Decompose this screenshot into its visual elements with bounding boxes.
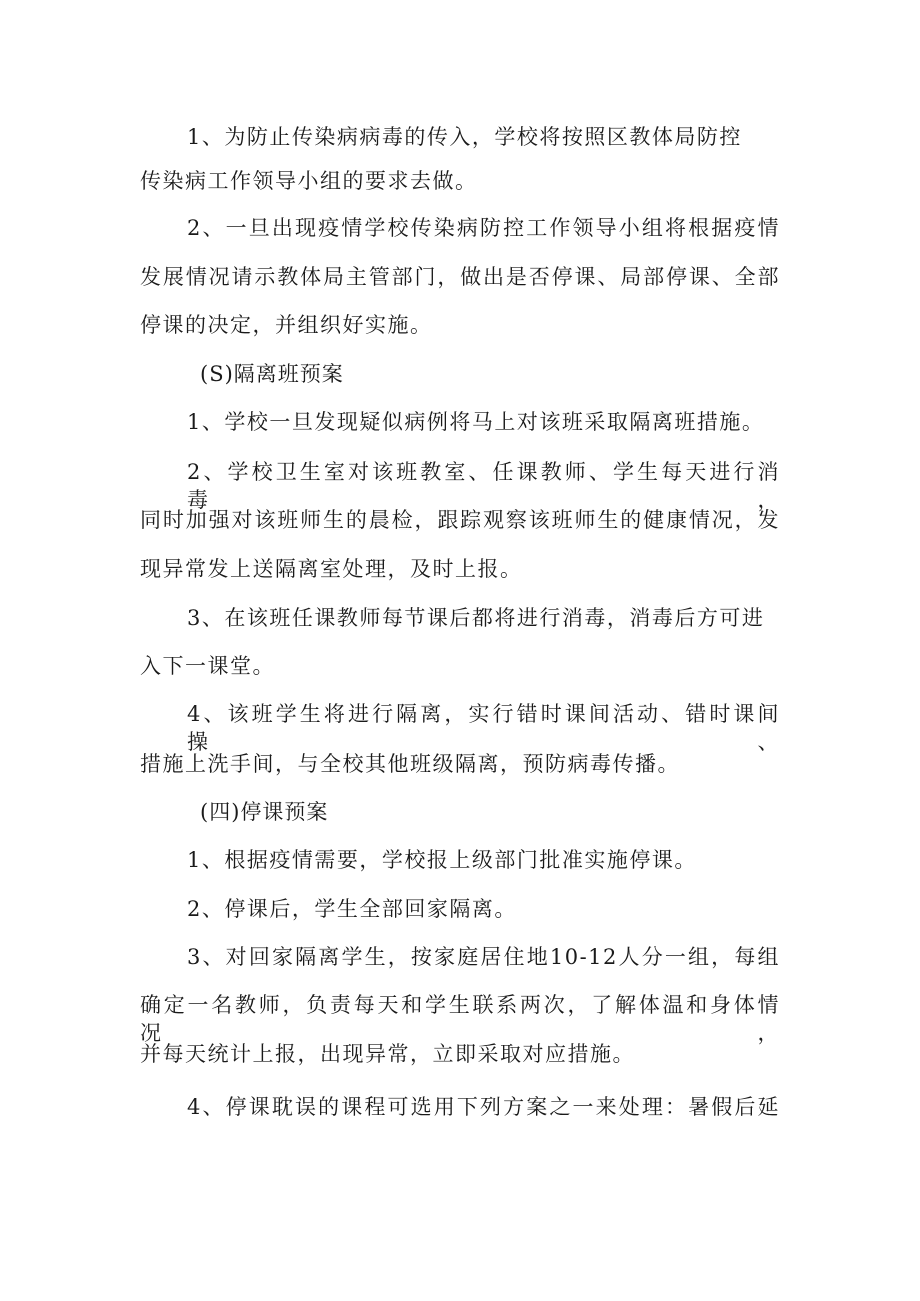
text-line: 入下一课堂。 bbox=[140, 654, 275, 678]
text-line: 4、该班学生将进行隔离，实行错时课间活动、错时课间操、 bbox=[187, 702, 780, 754]
text-line: 2、一旦出现疫情学校传染病防控工作领导小组将根据疫情 bbox=[187, 216, 780, 240]
text-line: 传染病工作领导小组的要求去做。 bbox=[140, 169, 478, 193]
text-line: 3、对回家隔离学生，按家庭居住地10-12人分一组，每组 bbox=[187, 945, 780, 969]
text-line: 停课的决定，并组织好实施。 bbox=[140, 313, 433, 337]
text-line: 2、学校卫生室对该班教室、任课教师、学生每天进行消毒， bbox=[187, 460, 780, 512]
text-line: 3、在该班任课教师每节课后都将进行消毒，消毒后方可进 bbox=[187, 606, 765, 630]
text-line: 4、停课耽误的课程可选用下列方案之一来处理：暑假后延 bbox=[187, 1095, 780, 1119]
text-line: 1、根据疫情需要，学校报上级部门批准实施停课。 bbox=[187, 848, 697, 872]
section-heading: (S)隔离班预案 bbox=[200, 362, 344, 386]
text-line: 并每天统计上报，出现异常，立即采取对应措施。 bbox=[140, 1042, 635, 1066]
text-line: 1、学校一旦发现疑似病例将马上对该班采取隔离班措施。 bbox=[187, 410, 765, 434]
text-line: 同时加强对该班师生的晨检，跟踪观察该班师生的健康情况，发 bbox=[140, 508, 780, 532]
text-line: 1、为防止传染病病毒的传入，学校将按照区教体局防控 bbox=[187, 125, 742, 149]
text-line: 2、停课后，学生全部回家隔离。 bbox=[187, 897, 517, 921]
section-heading: (四)停课预案 bbox=[200, 800, 329, 824]
text-line: 确定一名教师，负责每天和学生联系两次，了解体温和身体情况， bbox=[140, 993, 780, 1045]
text-line: 现异常发上送隔离室处理，及时上报。 bbox=[140, 557, 523, 581]
text-line: 发展情况请示教体局主管部门，做出是否停课、局部停课、全部 bbox=[140, 265, 780, 289]
text-line: 措施上洗手间，与全校其他班级隔离，预防病毒传播。 bbox=[140, 752, 680, 776]
